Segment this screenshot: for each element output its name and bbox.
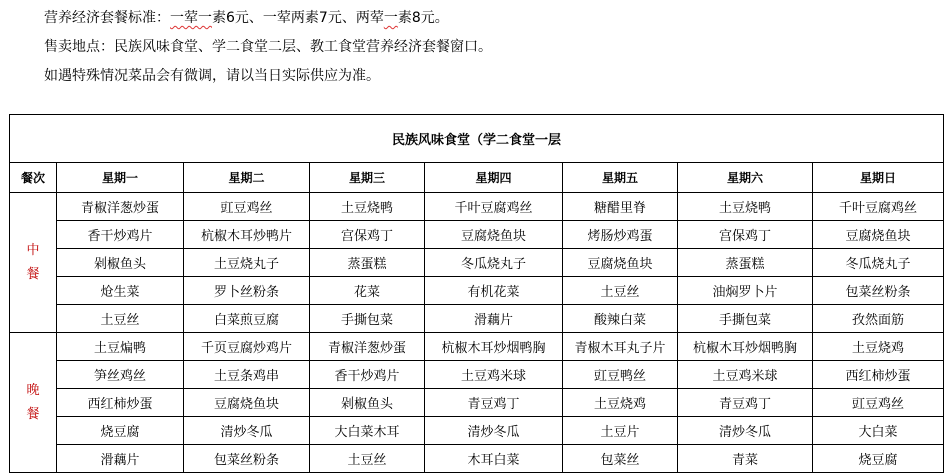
day-header: 星期日	[813, 163, 944, 193]
dish-cell: 豆腐烧鱼块	[425, 221, 563, 249]
dish-cell: 包菜丝粉条	[813, 277, 944, 305]
dish-cell: 豇豆鸡丝	[184, 193, 310, 221]
dish-cell: 笋丝鸡丝	[57, 361, 184, 389]
dish-cell: 青豆鸡丁	[425, 389, 563, 417]
dish-cell: 冬瓜烧丸子	[813, 249, 944, 277]
table-row	[10, 277, 944, 305]
dish-cell: 包菜丝粉条	[184, 445, 310, 473]
dish-cell: 清炒冬瓜	[678, 417, 813, 445]
menu-table	[9, 114, 944, 473]
dish-cell: 豆腐烧鱼块	[184, 389, 310, 417]
day-header: 星期一	[57, 163, 184, 193]
table-row	[10, 249, 944, 277]
dish-cell: 罗卜丝粉条	[184, 277, 310, 305]
dish-cell: 烧豆腐	[57, 417, 184, 445]
dish-cell: 千页豆腐炒鸡片	[184, 333, 310, 361]
intro-notes	[44, 4, 924, 91]
price-standard-highlight-2: 一	[383, 10, 398, 26]
price-standard-prefix: 营养经济套餐标准：	[44, 10, 170, 26]
dish-cell: 孜然面筋	[813, 305, 944, 333]
dish-cell: 土豆煸鸭	[57, 333, 184, 361]
dish-cell: 杭椒木耳炒烟鸭胸	[678, 333, 813, 361]
dish-cell: 有机花菜	[425, 277, 563, 305]
table-row	[10, 417, 944, 445]
dish-cell: 香干炒鸡片	[310, 361, 425, 389]
dish-cell: 土豆鸡米球	[678, 361, 813, 389]
dish-cell: 剁椒鱼头	[57, 249, 184, 277]
table-row	[10, 333, 944, 361]
table-row	[10, 389, 944, 417]
dish-cell: 大白菜	[813, 417, 944, 445]
dish-cell: 滑藕片	[57, 445, 184, 473]
notice-line: 如遇特殊情况菜品会有微调，请以当日实际供应为准。	[44, 68, 380, 84]
dish-cell: 糖醋里脊	[563, 193, 678, 221]
dish-cell: 土豆条鸡串	[184, 361, 310, 389]
dish-cell: 蒸蛋糕	[310, 249, 425, 277]
dish-cell: 豆腐烧鱼块	[563, 249, 678, 277]
dish-cell: 豆腐烧鱼块	[813, 221, 944, 249]
dish-cell: 土豆鸡米球	[425, 361, 563, 389]
dish-cell: 宫保鸡丁	[310, 221, 425, 249]
dish-cell: 西红柿炒蛋	[57, 389, 184, 417]
table-row	[10, 305, 944, 333]
dish-cell: 青椒洋葱炒蛋	[310, 333, 425, 361]
dish-cell: 杭椒木耳炒烟鸭胸	[425, 333, 563, 361]
dish-cell: 香干炒鸡片	[57, 221, 184, 249]
dish-cell: 剁椒鱼头	[310, 389, 425, 417]
dish-cell: 蒸蛋糕	[678, 249, 813, 277]
meal-column-header: 餐次	[10, 163, 57, 193]
day-header: 星期三	[310, 163, 425, 193]
dish-cell: 西红柿炒蛋	[813, 361, 944, 389]
dish-cell: 酸辣白菜	[563, 305, 678, 333]
dish-cell: 土豆丝	[57, 305, 184, 333]
dish-cell: 豇豆鸭丝	[563, 361, 678, 389]
dish-cell: 千叶豆腐鸡丝	[813, 193, 944, 221]
dish-cell: 杭椒木耳炒鸭片	[184, 221, 310, 249]
dish-cell: 土豆烧鸭	[678, 193, 813, 221]
meal-label-char: 餐	[26, 266, 40, 282]
dish-cell: 油焖罗卜片	[678, 277, 813, 305]
meal-label-char: 餐	[26, 406, 40, 422]
dish-cell: 炝生菜	[57, 277, 184, 305]
day-header: 星期六	[678, 163, 813, 193]
dish-cell: 青椒木耳丸子片	[563, 333, 678, 361]
dish-cell: 手撕包菜	[678, 305, 813, 333]
price-standard-suffix: 素8元。	[397, 10, 449, 26]
day-header: 星期五	[563, 163, 678, 193]
sales-location-line: 售卖地点：民族风味食堂、学二食堂二层、教工食堂营养经济套餐窗口。	[44, 39, 492, 55]
dish-cell: 青菜	[678, 445, 813, 473]
dish-cell: 白菜煎豆腐	[184, 305, 310, 333]
dish-cell: 青椒洋葱炒蛋	[57, 193, 184, 221]
day-header: 星期四	[425, 163, 563, 193]
price-standard-middle: 素6元、一荤两素7元、两荤	[212, 10, 384, 26]
dish-cell: 土豆烧丸子	[184, 249, 310, 277]
dish-cell: 土豆丝	[310, 445, 425, 473]
table-row	[10, 445, 944, 473]
day-header: 星期二	[184, 163, 310, 193]
dish-cell: 土豆丝	[563, 277, 678, 305]
dinner-meal-label	[10, 333, 57, 473]
dish-cell: 烧豆腐	[813, 445, 944, 473]
dish-cell: 宫保鸡丁	[678, 221, 813, 249]
dish-cell: 手撕包菜	[310, 305, 425, 333]
dish-cell: 土豆烧鸭	[310, 193, 425, 221]
header-row	[10, 163, 944, 193]
dish-cell: 豇豆鸡丝	[813, 389, 944, 417]
dish-cell: 滑藕片	[425, 305, 563, 333]
dish-cell: 土豆片	[563, 417, 678, 445]
dinner-section	[10, 333, 944, 473]
meal-label-char: 晚	[26, 382, 40, 398]
meal-label-char: 中	[26, 242, 40, 258]
table-row	[10, 361, 944, 389]
dish-cell: 大白菜木耳	[310, 417, 425, 445]
dish-cell: 花菜	[310, 277, 425, 305]
price-standard-highlight-1: 一荤一	[170, 10, 212, 26]
table-row	[10, 221, 944, 249]
price-standard-line	[44, 4, 924, 33]
dish-cell: 千叶豆腐鸡丝	[425, 193, 563, 221]
dish-cell: 木耳白菜	[425, 445, 563, 473]
dish-cell: 冬瓜烧丸子	[425, 249, 563, 277]
table-row	[10, 193, 944, 221]
dish-cell: 青豆鸡丁	[678, 389, 813, 417]
title-row	[10, 115, 944, 163]
dish-cell: 烤肠炒鸡蛋	[563, 221, 678, 249]
table-title: 民族风味食堂（学二食堂一层	[10, 115, 944, 163]
lunch-meal-label	[10, 193, 57, 333]
dish-cell: 清炒冬瓜	[425, 417, 563, 445]
lunch-section	[10, 193, 944, 333]
dish-cell: 清炒冬瓜	[184, 417, 310, 445]
dish-cell: 包菜丝	[563, 445, 678, 473]
dish-cell: 土豆烧鸡	[563, 389, 678, 417]
dish-cell: 土豆烧鸡	[813, 333, 944, 361]
